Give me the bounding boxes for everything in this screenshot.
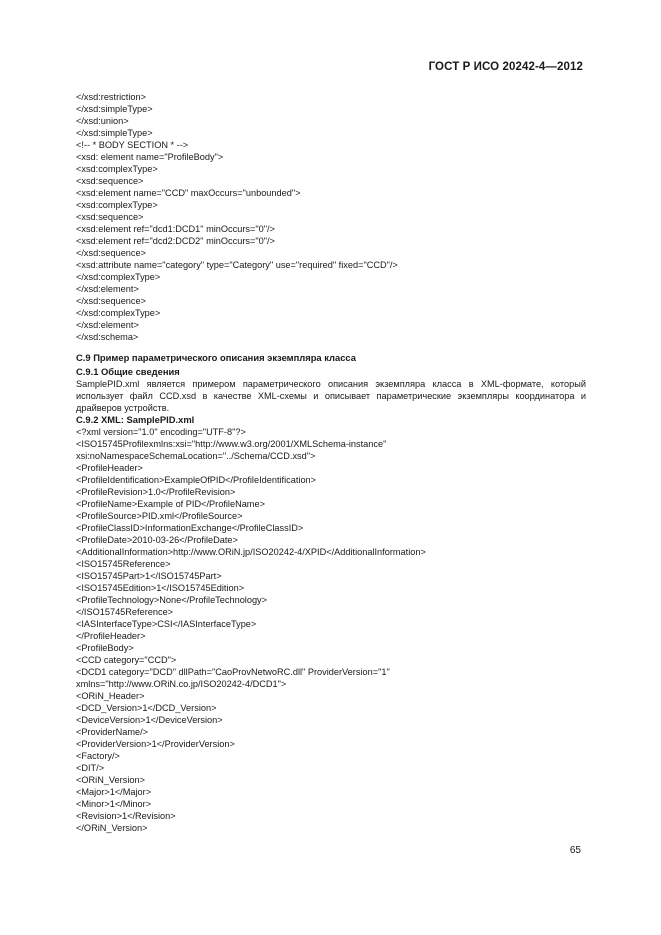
code-line: <ProviderVersion>1</ProviderVersion>	[76, 739, 235, 749]
code-line: </xsd:schema>	[76, 332, 139, 342]
paragraph-text: SamplePID.xml является примером параметрического описания экземпляра класса в XML-формате, который использует файл CCD.xsd в качестве XML-схемы и описывает параметрические экземпляры координатора и драйверов устройств.	[76, 379, 586, 413]
code-line: <Minor>1</Minor>	[76, 799, 152, 809]
code-line: <xsd:sequence>	[76, 176, 144, 186]
code-line: </xsd:element>	[76, 320, 139, 330]
code-line: <ProfileDate>2010-03-26</ProfileDate>	[76, 535, 238, 545]
code-line: <DeviceVersion>1</DeviceVersion>	[76, 715, 223, 725]
code-line: <xsd:complexType>	[76, 200, 158, 210]
code-line: <xsd:attribute name="category" type="Category" use="required" fixed="CCD"/>	[76, 260, 398, 270]
code-line: <ProfileTechnology>None</ProfileTechnology>	[76, 595, 268, 605]
code-line: <xsd: element name="ProfileBody">	[76, 152, 224, 162]
document-header: ГОСТ Р ИСО 20242-4—2012	[428, 61, 583, 73]
code-line: </xsd:sequence>	[76, 248, 146, 258]
code-line: </xsd:simpleType>	[76, 128, 153, 138]
code-line: <CCD category="CCD">	[76, 655, 177, 665]
code-line: <ORiN_Version>	[76, 775, 145, 785]
code-line: <Factory/>	[76, 751, 120, 761]
code-line: </xsd:union>	[76, 116, 129, 126]
code-line: <xsd:element name="CCD" maxOccurs="unbounded">	[76, 188, 301, 198]
code-line: <DIT/>	[76, 763, 105, 773]
code-line: <xsd:complexType>	[76, 164, 158, 174]
code-line: </ORiN_Version>	[76, 823, 148, 833]
code-line: <ProfileBody>	[76, 643, 134, 653]
section-c91-heading: С.9.1 Общие сведения	[76, 366, 180, 377]
code-line: <xsd:element ref="dcd2:DCD2" minOccurs="0"/>	[76, 236, 275, 246]
code-line: <ProfileRevision>1.0</ProfileRevision>	[76, 487, 236, 497]
code-line: <ProfileHeader>	[76, 463, 143, 473]
code-line: xmlns="http://www.ORiN.co.jp/ISO20242-4/DCD1">	[76, 679, 287, 689]
code-line: <ISO15745Reference>	[76, 559, 171, 569]
code-line: <Major>1</Major>	[76, 787, 152, 797]
code-line: <xsd:element ref="dcd1:DCD1" minOccurs="0"/>	[76, 224, 275, 234]
code-line: <DCD1 category="DCD" dllPath="CaoProvNetwoRC.dll" ProviderVersion="1"	[76, 667, 390, 677]
code-line: </xsd:complexType>	[76, 308, 161, 318]
code-line: <ProviderName/>	[76, 727, 149, 737]
code-line: </xsd:element>	[76, 284, 139, 294]
code-line: </ISO15745Reference>	[76, 607, 174, 617]
code-line: <ORiN_Header>	[76, 691, 145, 701]
code-line: <Revision>1</Revision>	[76, 811, 176, 821]
code-line: <AdditionalInformation>http://www.ORiN.jp/ISO20242-4/XPID</AdditionalInformation>	[76, 547, 426, 557]
code-line: <ProfileName>Example of PID</ProfileName>	[76, 499, 265, 509]
code-line: <ISO15745Part>1</ISO15745Part>	[76, 571, 222, 581]
code-line: <ProfileSource>PID.xml</ProfileSource>	[76, 511, 243, 521]
section-c92-heading: С.9.2 XML: SamplePID.xml	[76, 414, 195, 425]
code-line: </xsd:simpleType>	[76, 104, 153, 114]
page-number: 65	[569, 845, 581, 856]
section-c9-heading: С.9 Пример параметрического описания экземпляра класса	[76, 352, 356, 363]
xsd-code-block	[76, 91, 398, 343]
code-line: <ISO15745Edition>1</ISO15745Edition>	[76, 583, 245, 593]
code-line: </xsd:sequence>	[76, 296, 146, 306]
code-line: <xsd:sequence>	[76, 212, 144, 222]
xml-code-block	[76, 426, 426, 834]
section-c91-paragraph	[76, 378, 586, 414]
code-line: <ProfileClassID>InformationExchange</ProfileClassID>	[76, 523, 304, 533]
code-line: </ProfileHeader>	[76, 631, 146, 641]
code-line: <!-- * BODY SECTION * -->	[76, 140, 189, 150]
code-line: <IASInterfaceType>CSI</IASInterfaceType>	[76, 619, 257, 629]
code-line: <DCD_Version>1</DCD_Version>	[76, 703, 217, 713]
code-line: <?xml version="1.0" encoding="UTF-8"?>	[76, 427, 246, 437]
code-line: <ISO15745Profilexmlns:xsi="http://www.w3.org/2001/XMLSchema-instance"	[76, 439, 387, 449]
code-line: <ProfileIdentification>ExampleOfPID</ProfileIdentification>	[76, 475, 317, 485]
code-line: </xsd:complexType>	[76, 272, 161, 282]
code-line: xsi:noNamespaceSchemaLocation="../Schema/CCD.xsd">	[76, 451, 316, 461]
code-line: </xsd:restriction>	[76, 92, 146, 102]
